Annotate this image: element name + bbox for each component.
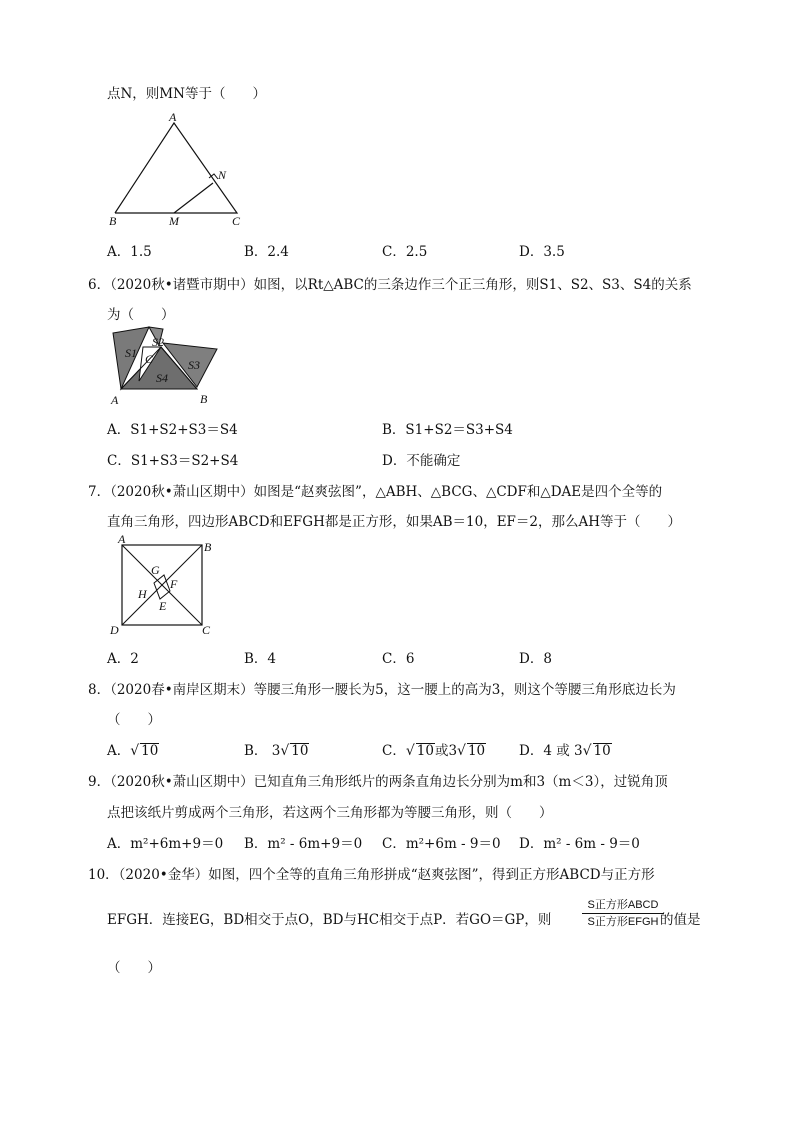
q5-option-d: D．3.5: [519, 244, 565, 260]
q5-triangle-figure: [100, 108, 260, 230]
q8-option-d: D．4 或 3√ 10: [519, 743, 611, 759]
q6-label-b: B: [200, 392, 208, 406]
q5-label-m: M: [169, 214, 179, 228]
q5-label-b: B: [109, 214, 117, 228]
q7-option-b: B．4: [244, 651, 277, 667]
q7-label-c: C: [202, 623, 211, 637]
q6-triangles-figure: [103, 325, 223, 407]
q6-label-c: C: [145, 352, 154, 366]
q7-label-f: F: [170, 577, 178, 591]
q6-stem-line2: 为（ ）: [107, 307, 175, 323]
q7-option-a: A．2: [107, 651, 139, 667]
q6-label-s4: S4: [156, 371, 168, 385]
q8-option-a: A．√ 10: [107, 743, 159, 759]
q6-option-d: D．不能确定: [382, 453, 461, 469]
q6-label-a: A: [111, 393, 119, 407]
q8-option-c: C．√ 10或3√ 10: [382, 743, 486, 759]
q5-label-a: A: [169, 110, 177, 124]
q5-option-c: C．2.5: [382, 244, 428, 260]
q10-stem-line2-end: 的值是: [660, 912, 701, 928]
q10-stem-line3: （ ）: [107, 960, 161, 976]
q7-label-h: H: [138, 587, 147, 601]
q7-label-a: A: [118, 533, 126, 546]
q9-option-d: D．m² - 6m - 9＝0: [519, 836, 640, 852]
q9-stem-line2: 点把该纸片剪成两个三角形，若这两个三角形都为等腰三角形，则（ ）: [107, 805, 553, 821]
q9-stem-line1: 9．（2020秋•萧山区期中）已知直角三角形纸片的两条直角边长分别为m和3（m＜3），过锐角顶: [88, 774, 668, 790]
q7-label-b: B: [204, 540, 212, 554]
q8-stem-line1: 8．（2020春•南岸区期末）等腰三角形一腰长为5，这一腰上的高为3，则这个等腰三角形底边长为: [88, 682, 676, 698]
q10-stem-line1: 10．（2020•金华）如图，四个全等的直角三角形拼成“赵爽弦图”，得到正方形ABCD与正方形: [88, 867, 655, 883]
q7-option-c: C．6: [382, 651, 415, 667]
q5-text: 点N，则MN等于（ ）: [107, 86, 266, 102]
q6-option-b: B．S1+S2＝S3+S4: [382, 422, 513, 438]
q9-option-a: A．m²+6m+9＝0: [107, 836, 224, 852]
q6-label-s3: S3: [188, 358, 200, 372]
q6-label-s1: S1: [125, 346, 137, 360]
q7-stem-line2: 直角三角形，四边形ABCD和EFGH都是正方形，如果AB＝10，EF＝2，那么AH等于（ ）: [107, 514, 682, 530]
q6-option-a: A．S1+S2+S3＝S4: [107, 422, 238, 438]
q10-fraction-numerator: S正方形ABCD: [587, 899, 659, 911]
q7-label-g: G: [151, 563, 160, 577]
q6-option-c: C．S1+S3＝S2+S4: [107, 453, 239, 469]
q6-stem-line1: 6．（2020秋•诸暨市期中）如图，以Rt△ABC的三条边作三个正三角形，则S1、S2、S3、S4的关系: [88, 277, 692, 293]
q10-area-ratio-fraction: [582, 898, 664, 929]
q8-option-b: B． 3√ 10: [244, 743, 309, 759]
q6-label-s2: S2: [152, 335, 164, 349]
q7-label-d: D: [110, 623, 119, 637]
q10-fraction-denominator: S正方形EFGH: [587, 916, 659, 928]
q5-option-b: B．2.4: [244, 244, 289, 260]
q7-zhaoshuang-figure: [108, 533, 218, 639]
q9-option-b: B．m² - 6m+9＝0: [244, 836, 363, 852]
q5-label-c: C: [232, 214, 241, 228]
q5-option-a: A．1.5: [107, 244, 152, 260]
q9-option-c: C．m²+6m - 9＝0: [382, 836, 501, 852]
q7-stem-line1: 7．（2020秋•萧山区期中）如图是“赵爽弦图”，△ABH、△BCG、△CDF和△DAE是四个全等的: [88, 484, 663, 500]
q5-label-n: N: [218, 168, 227, 182]
q7-label-e: E: [159, 599, 167, 613]
q10-stem-line2: EFGH．连接EG，BD相交于点O，BD与HC相交于点P．若GO＝GP，则: [107, 912, 552, 928]
q7-option-d: D．8: [519, 651, 552, 667]
q8-stem-line2: （ ）: [107, 712, 161, 728]
